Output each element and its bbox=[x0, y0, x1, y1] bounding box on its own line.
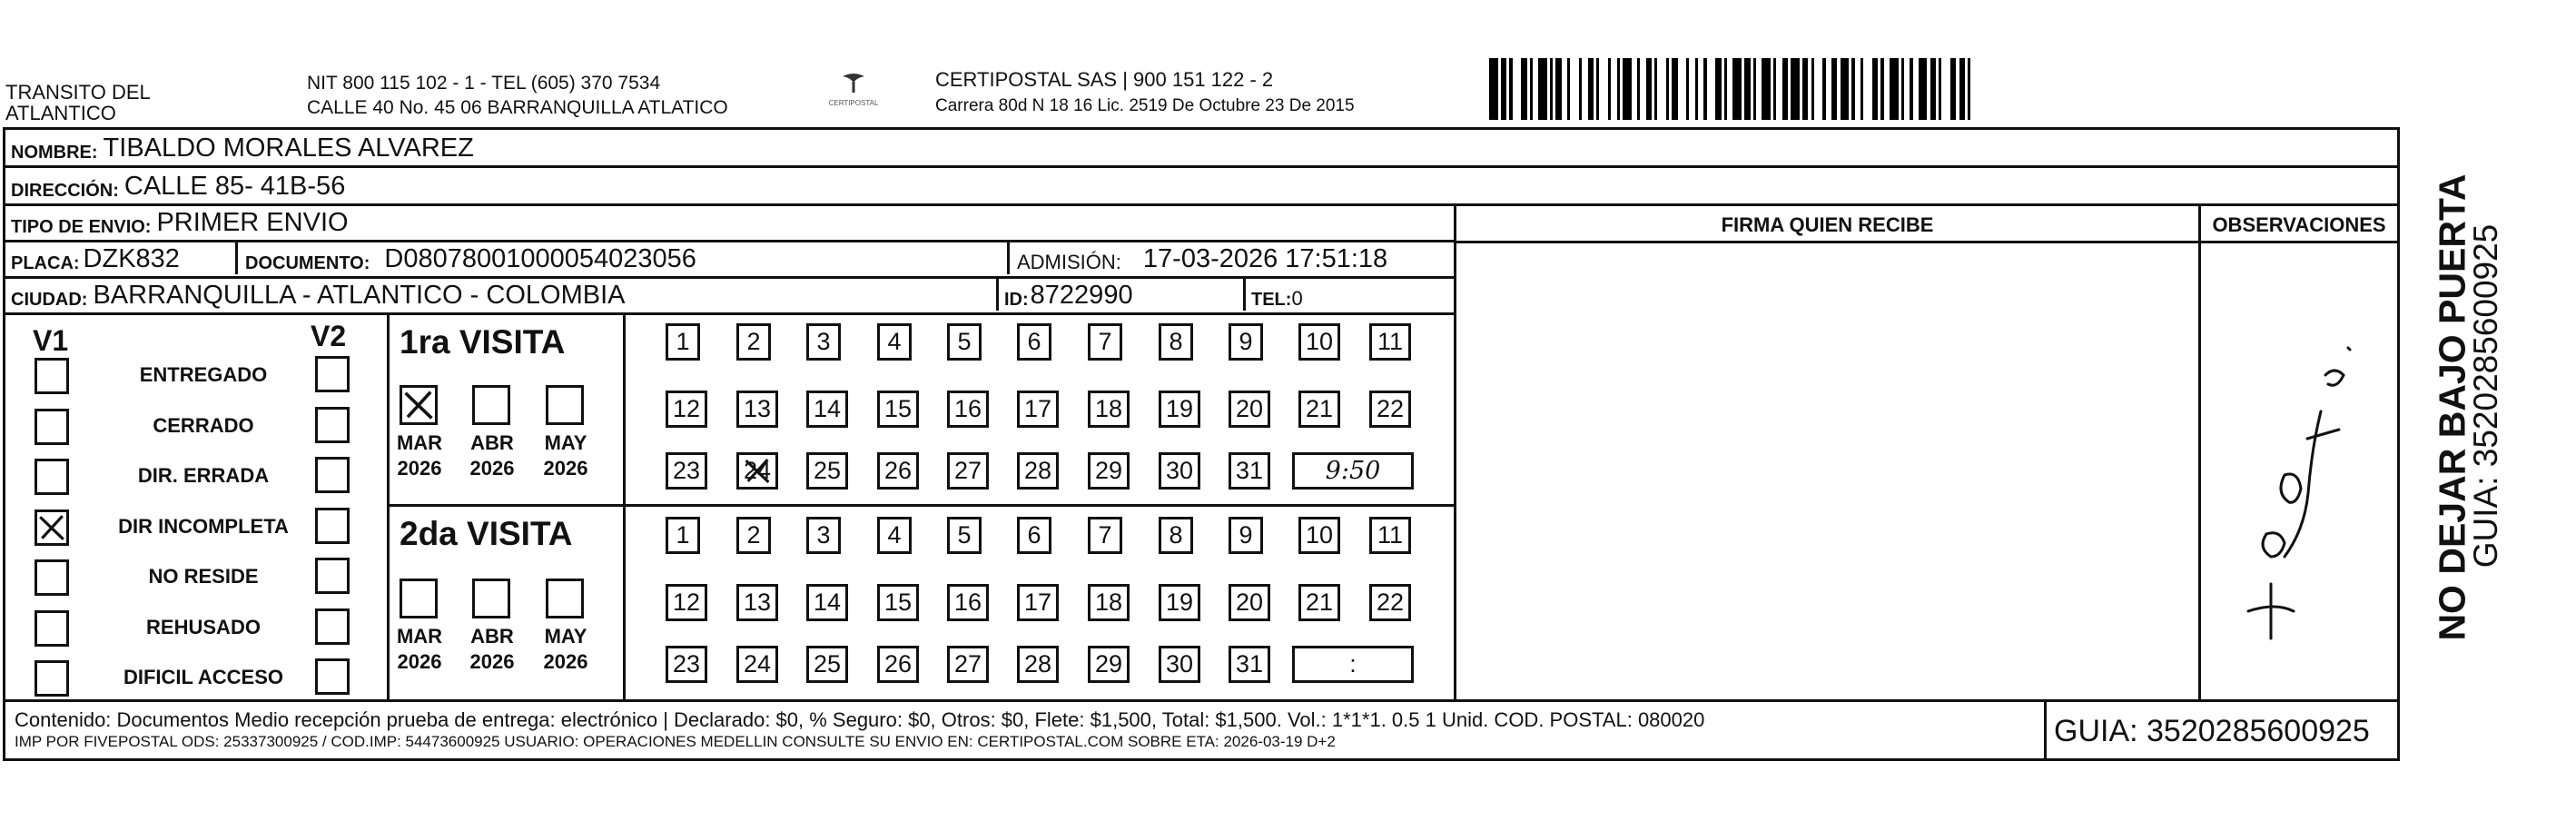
observaciones-left-border bbox=[2198, 206, 2201, 702]
day-box[interactable]: 2 bbox=[736, 323, 771, 361]
footer-guia: GUIA: 3520285600925 bbox=[2054, 714, 2370, 748]
tel-value: 0 bbox=[1291, 287, 1303, 310]
day-box[interactable]: 30 bbox=[1159, 646, 1200, 683]
v2-checkbox[interactable] bbox=[315, 356, 350, 392]
day-number: 24 bbox=[743, 457, 772, 484]
status-option-label: CERRADO bbox=[153, 414, 254, 437]
day-box[interactable]: 6 bbox=[1017, 517, 1051, 554]
v1-checkbox[interactable] bbox=[35, 509, 69, 546]
v2-label: V2 bbox=[311, 320, 347, 352]
barcode-bar bbox=[1654, 58, 1657, 120]
barcode-bar bbox=[1579, 58, 1582, 120]
barcode-bar bbox=[1530, 58, 1533, 120]
footer-guia-divider bbox=[2044, 699, 2047, 758]
sender-name: TRANSITO DEL ATLANTICO bbox=[5, 81, 150, 124]
v2-checkbox[interactable] bbox=[315, 457, 350, 493]
status-option-label: REHUSADO bbox=[146, 616, 261, 638]
barcode-bar bbox=[1489, 58, 1498, 120]
placa-row bbox=[5, 242, 1454, 279]
time-box[interactable]: : bbox=[1292, 646, 1414, 683]
x-mark-icon bbox=[37, 512, 66, 543]
admision-label: ADMISIÓN: bbox=[1017, 251, 1121, 273]
day-box[interactable]: 28 bbox=[1017, 646, 1059, 683]
day-box[interactable]: 3 bbox=[806, 517, 841, 554]
month-checkbox[interactable] bbox=[400, 385, 438, 425]
form-frame bbox=[3, 127, 2400, 761]
documento-value: D08078001000054023056 bbox=[384, 244, 696, 273]
barcode-bar bbox=[1715, 58, 1721, 120]
days-divider bbox=[623, 315, 626, 702]
day-box[interactable]: 8 bbox=[1159, 323, 1193, 361]
month-checkbox[interactable] bbox=[400, 579, 438, 618]
day-box[interactable]: 8 bbox=[1159, 517, 1193, 554]
day-box[interactable]: 11 bbox=[1369, 517, 1411, 554]
side-text bbox=[2411, 159, 2504, 668]
barcode-bar bbox=[1811, 58, 1814, 120]
year-label: 2026 bbox=[469, 457, 515, 480]
month-checkbox[interactable] bbox=[546, 385, 584, 425]
barcode-bar bbox=[1686, 58, 1689, 120]
logo-icon bbox=[835, 73, 872, 94]
courier-name: CERTIPOSTAL SAS | 900 151 122 - 2 bbox=[935, 68, 1274, 91]
day-box[interactable]: 20 bbox=[1229, 584, 1270, 621]
barcode-bar bbox=[1555, 58, 1561, 120]
day-box[interactable] bbox=[736, 452, 778, 490]
month-checkbox[interactable] bbox=[472, 385, 510, 425]
ciudad-row bbox=[5, 279, 1454, 315]
barcode-bar bbox=[1860, 58, 1863, 120]
barcode-bar bbox=[1773, 58, 1776, 120]
barcode-bar bbox=[1950, 58, 1956, 120]
nombre-label: NOMBRE: bbox=[11, 143, 98, 163]
nombre-value: TIBALDO MORALES ALVAREZ bbox=[103, 134, 474, 163]
barcode-bar bbox=[1703, 58, 1706, 120]
day-box[interactable]: 14 bbox=[806, 584, 848, 621]
sender-nit: NIT 800 115 102 - 1 - TEL (605) 370 7534 bbox=[307, 73, 661, 94]
month-checkbox[interactable] bbox=[546, 579, 584, 618]
visit2-title: 2da VISITA bbox=[400, 515, 573, 552]
day-box[interactable]: 29 bbox=[1088, 646, 1130, 683]
day-box[interactable]: 4 bbox=[877, 517, 912, 554]
status-option-label: DIR INCOMPLETA bbox=[118, 515, 289, 538]
day-box[interactable]: 25 bbox=[806, 452, 848, 490]
barcode-bar bbox=[1919, 58, 1928, 120]
footer-contenido: Contenido: Documentos Medio recepción prueba de entrega: electrónico | Declarado: $0, % Seguro: $0, Otros: $0, Flete: $1,500, Total: $1,500. Vol.: 1*1*1. 0.5 1 Unid. COD. POSTAL: 080020 bbox=[15, 708, 1705, 731]
day-box[interactable]: 26 bbox=[877, 452, 919, 490]
year-label: 2026 bbox=[543, 457, 588, 480]
day-box[interactable]: 30 bbox=[1159, 452, 1200, 490]
barcode-bar bbox=[1851, 58, 1854, 120]
day-box[interactable]: 24 bbox=[736, 646, 778, 683]
day-box[interactable]: 27 bbox=[947, 646, 989, 683]
day-box[interactable]: 5 bbox=[947, 323, 982, 361]
day-box[interactable]: 31 bbox=[1229, 646, 1270, 683]
day-box[interactable]: 15 bbox=[877, 391, 919, 428]
tipo-envio-row bbox=[5, 206, 1454, 242]
barcode-bar bbox=[1509, 58, 1512, 120]
day-box[interactable]: 16 bbox=[947, 584, 989, 621]
day-box[interactable]: 31 bbox=[1229, 452, 1270, 490]
barcode-bar bbox=[1672, 58, 1677, 120]
day-box[interactable]: 21 bbox=[1298, 391, 1340, 428]
documento-label: DOCUMENTO: bbox=[245, 253, 370, 273]
day-box[interactable]: 20 bbox=[1229, 391, 1270, 428]
month-label: MAR bbox=[396, 431, 443, 454]
placa-label: PLACA: bbox=[11, 253, 80, 273]
tipo-envio-label: TIPO DE ENVIO: bbox=[11, 217, 152, 237]
day-box[interactable]: 7 bbox=[1088, 323, 1122, 361]
year-label: 2026 bbox=[469, 650, 515, 673]
barcode-bar bbox=[1724, 58, 1727, 120]
day-box[interactable]: 21 bbox=[1298, 584, 1340, 621]
barcode-bar bbox=[1880, 58, 1883, 120]
barcode-bar bbox=[1550, 58, 1553, 120]
day-box[interactable]: 2 bbox=[736, 517, 771, 554]
status-option-label: DIFICIL ACCESO bbox=[123, 666, 283, 688]
month-label: MAY bbox=[544, 431, 587, 454]
observaciones-label: OBSERVACIONES bbox=[2212, 213, 2386, 236]
barcode-bar bbox=[1588, 58, 1594, 120]
tipo-envio-value: PRIMER ENVIO bbox=[156, 208, 349, 237]
day-box[interactable]: 11 bbox=[1369, 323, 1411, 361]
id-value: 8722990 bbox=[1030, 281, 1133, 310]
month-label: MAY bbox=[544, 625, 587, 648]
barcode-bar bbox=[1521, 58, 1526, 120]
month-label: MAR bbox=[396, 625, 443, 648]
day-box[interactable]: 9 bbox=[1229, 323, 1263, 361]
tel-label: TEL: bbox=[1251, 290, 1292, 310]
year-label: 2026 bbox=[397, 650, 442, 673]
v1-checkbox[interactable] bbox=[35, 559, 69, 596]
barcode-bar bbox=[1666, 58, 1669, 120]
direccion-row bbox=[5, 168, 2397, 206]
day-box[interactable]: 12 bbox=[666, 584, 707, 621]
firma-label: FIRMA QUIEN RECIBE bbox=[1721, 213, 1934, 236]
observaciones-handwriting bbox=[2221, 339, 2375, 675]
barcode-bar bbox=[1822, 58, 1825, 120]
day-box[interactable]: 27 bbox=[947, 452, 989, 490]
visit-header-divider bbox=[387, 315, 390, 702]
month-checkbox[interactable] bbox=[472, 579, 510, 618]
barcode-bar bbox=[1567, 58, 1570, 120]
day-box[interactable]: 23 bbox=[666, 452, 707, 490]
barcode-bar bbox=[1930, 58, 1936, 120]
placa-value: DZK832 bbox=[83, 244, 180, 273]
year-label: 2026 bbox=[543, 650, 588, 673]
day-box[interactable]: 26 bbox=[877, 646, 919, 683]
day-box[interactable]: 13 bbox=[736, 391, 778, 428]
status-option-label: ENTREGADO bbox=[139, 363, 268, 386]
barcode-bar bbox=[1695, 58, 1698, 120]
v1-label: V1 bbox=[33, 324, 69, 357]
barcode-bar bbox=[1831, 58, 1837, 120]
courier-license: Carrera 80d N 18 16 Lic. 2519 De Octubre 23 De 2015 bbox=[935, 96, 1355, 115]
ciudad-label: CIUDAD: bbox=[11, 290, 88, 310]
visit1-title: 1ra VISITA bbox=[400, 323, 566, 361]
time-box[interactable]: 9:50 bbox=[1292, 452, 1414, 490]
v2-checkbox[interactable] bbox=[315, 658, 350, 695]
month-label: ABR bbox=[470, 625, 514, 648]
day-box[interactable]: 13 bbox=[736, 584, 778, 621]
barcode-bar bbox=[1872, 58, 1878, 120]
x-mark-icon bbox=[741, 457, 774, 485]
barcode-bar bbox=[1910, 58, 1912, 120]
v2-checkbox[interactable] bbox=[315, 508, 350, 544]
barcode-bar bbox=[1968, 58, 1970, 120]
day-box[interactable]: 12 bbox=[666, 391, 707, 428]
day-box[interactable]: 17 bbox=[1017, 391, 1059, 428]
barcode-bar bbox=[1959, 58, 1965, 120]
footer-imp: IMP POR FIVEPOSTAL ODS: 25337300925 / COD.IMP: 54473600925 USUARIO: OPERACIONES MEDELLIN CONSULTE SU ENVIO EN: CERTIPOSTAL.COM SOBRE ETA: 2026-03-19 D+2 bbox=[15, 733, 1336, 750]
nombre-row bbox=[5, 130, 2397, 168]
day-box[interactable]: 19 bbox=[1159, 584, 1200, 621]
day-box[interactable]: 22 bbox=[1369, 391, 1411, 428]
day-box[interactable]: 4 bbox=[877, 323, 912, 361]
barcode bbox=[1489, 58, 1979, 120]
side-warning: NO DEJAR BAJO PUERTA bbox=[2431, 173, 2473, 641]
day-box[interactable]: 1 bbox=[666, 517, 700, 554]
side-guia: GUIA: 3520285600925 bbox=[2467, 223, 2504, 569]
v1-checkbox[interactable] bbox=[35, 409, 69, 445]
visit-divider bbox=[387, 504, 1454, 507]
day-box[interactable]: 25 bbox=[806, 646, 848, 683]
day-box[interactable]: 10 bbox=[1298, 517, 1340, 554]
barcode-bar bbox=[1802, 58, 1808, 120]
status-option-label: NO RESIDE bbox=[148, 565, 259, 588]
day-box[interactable]: 10 bbox=[1298, 323, 1340, 361]
day-box[interactable]: 22 bbox=[1369, 584, 1411, 621]
barcode-bar bbox=[1762, 58, 1771, 120]
barcode-bar bbox=[1623, 58, 1632, 120]
barcode-bar bbox=[1782, 58, 1788, 120]
day-box[interactable]: 9 bbox=[1229, 517, 1263, 554]
certipostal-logo bbox=[813, 73, 894, 114]
v1-checkbox[interactable] bbox=[35, 660, 69, 697]
barcode-bar bbox=[1901, 58, 1904, 120]
firma-left-border bbox=[1454, 206, 1456, 702]
day-box[interactable]: 15 bbox=[877, 584, 919, 621]
ciudad-value: BARRANQUILLA - ATLANTICO - COLOMBIA bbox=[93, 281, 626, 310]
direccion-value: CALLE 85- 41B-56 bbox=[123, 172, 346, 201]
status-option-label: DIR. ERRADA bbox=[137, 464, 270, 487]
barcode-bar bbox=[1596, 58, 1599, 120]
direccion-label: DIRECCIÓN: bbox=[11, 181, 119, 201]
barcode-bar bbox=[1501, 58, 1506, 120]
day-box[interactable]: 18 bbox=[1088, 584, 1130, 621]
v2-checkbox[interactable] bbox=[315, 558, 350, 594]
barcode-bar bbox=[1890, 58, 1899, 120]
x-mark-icon bbox=[741, 457, 774, 485]
v2-checkbox[interactable] bbox=[315, 407, 350, 443]
day-box[interactable]: 29 bbox=[1088, 452, 1130, 490]
v1-checkbox[interactable] bbox=[35, 459, 69, 495]
day-box[interactable]: 1 bbox=[666, 323, 700, 361]
year-label: 2026 bbox=[397, 457, 442, 480]
barcode-bar bbox=[1841, 58, 1850, 120]
barcode-bar bbox=[1646, 58, 1652, 120]
day-box[interactable]: 6 bbox=[1017, 323, 1051, 361]
day-box[interactable]: 7 bbox=[1088, 517, 1122, 554]
day-box[interactable]: 14 bbox=[806, 391, 848, 428]
month-label: ABR bbox=[470, 431, 514, 454]
firma-header-line bbox=[1454, 241, 2397, 243]
day-box[interactable]: 23 bbox=[666, 646, 707, 683]
day-box[interactable]: 17 bbox=[1017, 584, 1059, 621]
barcode-bar bbox=[1791, 58, 1800, 120]
v1-checkbox[interactable] bbox=[35, 358, 69, 394]
barcode-bar bbox=[1732, 58, 1742, 120]
barcode-bar bbox=[1538, 58, 1547, 120]
day-box[interactable]: 19 bbox=[1159, 391, 1200, 428]
admision-value: 17-03-2026 17:51:18 bbox=[1142, 244, 1388, 273]
v2-checkbox[interactable] bbox=[315, 608, 350, 645]
logo-text: CERTIPOSTAL bbox=[828, 99, 879, 107]
barcode-bar bbox=[1753, 58, 1756, 120]
v1-checkbox[interactable] bbox=[35, 610, 69, 647]
barcode-bar bbox=[1637, 58, 1640, 120]
day-box[interactable]: 5 bbox=[947, 517, 982, 554]
barcode-bar bbox=[1608, 58, 1611, 120]
day-box[interactable]: 3 bbox=[806, 323, 841, 361]
barcode-bar bbox=[1939, 58, 1941, 120]
day-box[interactable]: 28 bbox=[1017, 452, 1059, 490]
footer-top-line bbox=[5, 699, 2397, 702]
id-label: ID: bbox=[1004, 290, 1029, 310]
barcode-bar bbox=[1617, 58, 1620, 120]
day-box[interactable]: 16 bbox=[947, 391, 989, 428]
sender-address: CALLE 40 No. 45 06 BARRANQUILLA ATLATICO bbox=[307, 97, 728, 118]
x-mark-icon bbox=[402, 388, 435, 422]
barcode-bar bbox=[1744, 58, 1750, 120]
day-box[interactable]: 18 bbox=[1088, 391, 1130, 428]
